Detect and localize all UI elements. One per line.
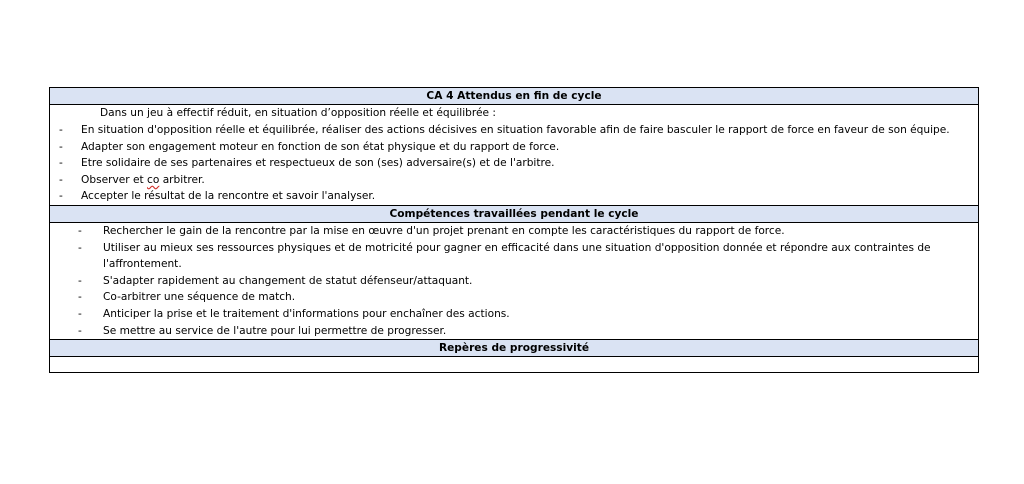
bullet-dash: - bbox=[78, 241, 82, 254]
bullet-dash: - bbox=[59, 140, 63, 153]
bullet-dash: - bbox=[78, 224, 82, 237]
bullet-dash: - bbox=[59, 173, 63, 186]
empty-row bbox=[50, 357, 978, 372]
bullet-dash: - bbox=[59, 190, 63, 203]
section-body-competences bbox=[50, 223, 978, 340]
list-item-text: Anticiper la prise et le traitement d'informations pour enchaîner des actions. bbox=[103, 307, 510, 320]
list-item bbox=[50, 273, 978, 290]
section-header-reperes: Repères de progressivité bbox=[50, 340, 978, 357]
list-item-text-part: arbitrer. bbox=[159, 173, 205, 186]
list-item bbox=[50, 289, 978, 306]
list-item bbox=[50, 155, 978, 172]
bullet-dash: - bbox=[59, 157, 63, 170]
list-item bbox=[50, 240, 978, 273]
list-item-text: S'adapter rapidement au changement de statut défenseur/attaquant. bbox=[103, 274, 473, 287]
list-item-text: Accepter le résultat de la rencontre et savoir l'analyser. bbox=[81, 190, 376, 203]
list-item-text: Se mettre au service de l'autre pour lui permettre de progresser. bbox=[103, 324, 447, 337]
section-header-attendus: CA 4 Attendus en fin de cycle bbox=[50, 88, 978, 105]
section-header-competences: Compétences travaillées pendant le cycle bbox=[50, 206, 978, 223]
document-table bbox=[49, 87, 979, 373]
list-item bbox=[50, 306, 978, 323]
bullet-dash: - bbox=[78, 324, 82, 337]
bullet-dash: - bbox=[78, 307, 82, 320]
list-item bbox=[50, 139, 978, 156]
list-item-text: En situation d'opposition réelle et équilibrée, réaliser des actions décisives en situation favorable afin de faire basculer le rapport de force en faveur de son équipe. bbox=[81, 124, 950, 136]
list-item-text: Co-arbitrer une séquence de match. bbox=[103, 291, 296, 304]
intro-text: Dans un jeu à effectif réduit, en situation d’opposition réelle et équilibrée : bbox=[100, 107, 496, 119]
spellcheck-underlined-word: co bbox=[147, 173, 160, 186]
list-item bbox=[50, 323, 978, 340]
list-item-text: Adapter son engagement moteur en fonction de son état physique et du rapport de force. bbox=[81, 140, 560, 153]
list-item-text: Utiliser au mieux ses ressources physiques et de motricité pour gagner en efficacité dans une situation d'opposition donnée et répondre aux contraintes de l'affrontement. bbox=[103, 241, 931, 271]
section-body-reperes bbox=[50, 357, 978, 372]
bullet-dash: - bbox=[78, 274, 82, 287]
list-item-text: Rechercher le gain de la rencontre par la mise en œuvre d'un projet prenant en compte les caractéristiques du rapport de force. bbox=[103, 224, 785, 237]
list-item-text-part: Observer et bbox=[81, 173, 148, 186]
list-item-text: Etre solidaire de ses partenaires et respectueux de son (ses) adversaire(s) et de l'arbitre. bbox=[81, 157, 555, 170]
bullet-dash: - bbox=[59, 124, 63, 136]
bullet-dash: - bbox=[78, 291, 82, 304]
list-item bbox=[50, 188, 978, 205]
section-body-attendus bbox=[50, 105, 978, 206]
list-item bbox=[50, 122, 978, 139]
list-item bbox=[50, 172, 978, 189]
list-item bbox=[50, 223, 978, 240]
